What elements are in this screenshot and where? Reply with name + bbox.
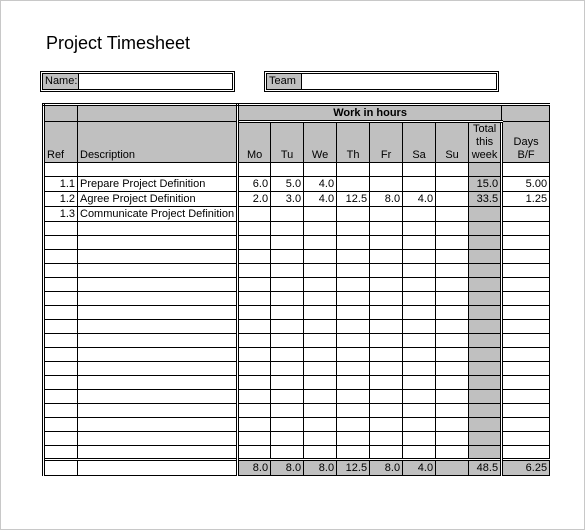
hours-cell[interactable] bbox=[403, 222, 436, 236]
hours-cell[interactable] bbox=[238, 446, 271, 460]
hours-cell[interactable] bbox=[436, 192, 469, 207]
hours-cell[interactable] bbox=[436, 163, 469, 177]
description-cell[interactable] bbox=[78, 390, 238, 404]
hours-cell[interactable] bbox=[271, 362, 304, 376]
hours-cell[interactable] bbox=[403, 418, 436, 432]
ref-cell[interactable] bbox=[44, 278, 78, 292]
hours-cell[interactable] bbox=[436, 432, 469, 446]
hours-cell[interactable] bbox=[271, 446, 304, 460]
hours-cell[interactable] bbox=[403, 236, 436, 250]
hours-cell[interactable] bbox=[337, 446, 370, 460]
ref-cell[interactable] bbox=[44, 362, 78, 376]
hours-cell[interactable] bbox=[304, 390, 337, 404]
hours-cell[interactable] bbox=[271, 306, 304, 320]
days-bf-cell[interactable] bbox=[502, 390, 550, 404]
hours-cell[interactable] bbox=[370, 250, 403, 264]
ref-cell[interactable] bbox=[44, 390, 78, 404]
hours-cell[interactable] bbox=[238, 334, 271, 348]
hours-cell[interactable] bbox=[337, 334, 370, 348]
hours-cell[interactable] bbox=[271, 278, 304, 292]
total-hours-cell: 8.0 bbox=[370, 460, 403, 476]
hours-cell[interactable] bbox=[403, 376, 436, 390]
total-cell bbox=[469, 390, 502, 404]
ref-cell[interactable]: 1.2 bbox=[44, 192, 78, 207]
hours-cell[interactable] bbox=[370, 376, 403, 390]
total-hours-cell bbox=[436, 460, 469, 476]
hours-cell[interactable] bbox=[271, 250, 304, 264]
page-title: Project Timesheet bbox=[46, 33, 191, 53]
table-row bbox=[44, 418, 550, 432]
hours-cell[interactable] bbox=[370, 236, 403, 250]
ref-cell[interactable] bbox=[44, 163, 78, 177]
hours-cell[interactable] bbox=[370, 306, 403, 320]
timesheet-grid bbox=[42, 103, 550, 476]
total-hours-cell: 12.5 bbox=[337, 460, 370, 476]
hours-cell[interactable] bbox=[304, 306, 337, 320]
days-bf-cell[interactable] bbox=[502, 334, 550, 348]
hours-cell[interactable] bbox=[304, 376, 337, 390]
hours-cell[interactable] bbox=[271, 390, 304, 404]
total-header-line: Total bbox=[472, 123, 497, 135]
hours-cell[interactable] bbox=[370, 163, 403, 177]
total-cell bbox=[469, 278, 502, 292]
table-row bbox=[44, 292, 550, 306]
hours-cell[interactable] bbox=[403, 432, 436, 446]
hours-cell[interactable] bbox=[238, 278, 271, 292]
hours-cell[interactable] bbox=[304, 446, 337, 460]
hours-cell[interactable] bbox=[271, 376, 304, 390]
hours-cell[interactable] bbox=[337, 418, 370, 432]
hours-cell[interactable] bbox=[436, 348, 469, 362]
hours-cell[interactable] bbox=[304, 320, 337, 334]
hours-cell[interactable] bbox=[271, 348, 304, 362]
hours-cell[interactable] bbox=[403, 348, 436, 362]
hours-cell[interactable] bbox=[337, 250, 370, 264]
days-bf-cell[interactable] bbox=[502, 207, 550, 222]
hours-cell[interactable] bbox=[337, 404, 370, 418]
hours-cell[interactable]: 5.0 bbox=[271, 177, 304, 192]
total-cell bbox=[469, 418, 502, 432]
days-bf-header-line: Days bbox=[513, 136, 539, 148]
table-row bbox=[44, 334, 550, 348]
description-cell[interactable] bbox=[78, 432, 238, 446]
hours-cell[interactable] bbox=[337, 177, 370, 192]
hours-cell[interactable] bbox=[337, 320, 370, 334]
description-cell[interactable] bbox=[78, 348, 238, 362]
table-row bbox=[44, 236, 550, 250]
hours-cell[interactable] bbox=[436, 177, 469, 192]
hours-cell[interactable] bbox=[436, 207, 469, 222]
days-bf-cell[interactable]: 1.25 bbox=[502, 192, 550, 207]
hours-cell[interactable] bbox=[370, 264, 403, 278]
description-cell[interactable]: Agree Project Definition bbox=[78, 192, 238, 207]
hours-cell[interactable] bbox=[271, 418, 304, 432]
days-bf-cell[interactable] bbox=[502, 236, 550, 250]
hours-cell[interactable] bbox=[271, 207, 304, 222]
total-cell: 15.0 bbox=[469, 177, 502, 192]
hours-cell[interactable] bbox=[403, 163, 436, 177]
total-cell bbox=[469, 404, 502, 418]
hours-cell[interactable] bbox=[271, 264, 304, 278]
ref-cell[interactable] bbox=[44, 334, 78, 348]
hours-cell[interactable] bbox=[403, 446, 436, 460]
name-input[interactable] bbox=[79, 74, 232, 89]
description-cell[interactable] bbox=[78, 236, 238, 250]
hours-cell[interactable] bbox=[403, 390, 436, 404]
hours-cell[interactable] bbox=[304, 348, 337, 362]
hours-cell[interactable] bbox=[436, 236, 469, 250]
team-label: Team bbox=[267, 74, 302, 89]
total-hours-cell: 8.0 bbox=[271, 460, 304, 476]
hours-cell[interactable]: 2.0 bbox=[238, 192, 271, 207]
ref-cell[interactable] bbox=[44, 236, 78, 250]
hours-cell[interactable] bbox=[304, 292, 337, 306]
days-bf-cell[interactable] bbox=[502, 163, 550, 177]
hours-cell[interactable]: 4.0 bbox=[304, 177, 337, 192]
header-cell bbox=[502, 105, 550, 122]
hours-cell[interactable] bbox=[370, 292, 403, 306]
days-bf-cell[interactable] bbox=[502, 376, 550, 390]
description-cell[interactable] bbox=[78, 292, 238, 306]
days-bf-cell[interactable] bbox=[502, 292, 550, 306]
header-cell bbox=[44, 105, 78, 122]
description-cell[interactable] bbox=[78, 264, 238, 278]
total-cell bbox=[469, 348, 502, 362]
hours-cell[interactable] bbox=[238, 348, 271, 362]
hours-cell[interactable] bbox=[337, 207, 370, 222]
hours-cell[interactable]: 4.0 bbox=[304, 192, 337, 207]
hours-cell[interactable] bbox=[238, 376, 271, 390]
table-row bbox=[44, 264, 550, 278]
table-row bbox=[44, 446, 550, 460]
totals-cell bbox=[78, 460, 238, 476]
total-hours-cell: 4.0 bbox=[403, 460, 436, 476]
days-bf-cell[interactable] bbox=[502, 348, 550, 362]
total-cell bbox=[469, 207, 502, 222]
hours-cell[interactable] bbox=[304, 236, 337, 250]
hours-cell[interactable] bbox=[337, 236, 370, 250]
table-row bbox=[44, 320, 550, 334]
table-row bbox=[44, 376, 550, 390]
description-cell[interactable] bbox=[78, 404, 238, 418]
description-cell[interactable] bbox=[78, 250, 238, 264]
hours-cell[interactable] bbox=[337, 390, 370, 404]
hours-cell[interactable] bbox=[304, 278, 337, 292]
hours-cell[interactable]: 4.0 bbox=[403, 192, 436, 207]
ref-cell[interactable] bbox=[44, 418, 78, 432]
ref-cell[interactable] bbox=[44, 432, 78, 446]
header-row bbox=[44, 122, 550, 163]
total-cell bbox=[469, 306, 502, 320]
hours-cell[interactable] bbox=[337, 376, 370, 390]
total-cell bbox=[469, 292, 502, 306]
totals-row bbox=[44, 460, 550, 476]
days-bf-cell[interactable] bbox=[502, 320, 550, 334]
total-cell bbox=[469, 250, 502, 264]
ref-cell[interactable]: 1.1 bbox=[44, 177, 78, 192]
days-bf-cell[interactable]: 5.00 bbox=[502, 177, 550, 192]
total-cell: 33.5 bbox=[469, 192, 502, 207]
hours-cell[interactable]: 12.5 bbox=[337, 192, 370, 207]
hours-cell[interactable] bbox=[337, 432, 370, 446]
table-row bbox=[44, 362, 550, 376]
total-days-bf-cell: 6.25 bbox=[502, 460, 550, 476]
days-bf-cell[interactable] bbox=[502, 446, 550, 460]
hours-cell[interactable] bbox=[403, 320, 436, 334]
days-bf-cell[interactable] bbox=[502, 362, 550, 376]
hours-cell[interactable] bbox=[238, 418, 271, 432]
ref-cell[interactable] bbox=[44, 376, 78, 390]
hours-cell[interactable] bbox=[370, 446, 403, 460]
hours-cell[interactable] bbox=[304, 250, 337, 264]
table-row bbox=[44, 207, 550, 222]
hours-cell[interactable] bbox=[337, 278, 370, 292]
hours-cell[interactable] bbox=[436, 250, 469, 264]
hours-cell[interactable] bbox=[337, 222, 370, 236]
hours-cell[interactable] bbox=[370, 404, 403, 418]
total-cell bbox=[469, 432, 502, 446]
hours-cell[interactable] bbox=[403, 362, 436, 376]
days-bf-cell[interactable] bbox=[502, 418, 550, 432]
hours-cell[interactable] bbox=[403, 250, 436, 264]
team-input[interactable] bbox=[302, 74, 496, 89]
hours-cell[interactable] bbox=[370, 418, 403, 432]
hours-cell[interactable] bbox=[403, 306, 436, 320]
day-header: Su bbox=[436, 122, 469, 163]
hours-cell[interactable] bbox=[337, 163, 370, 177]
description-cell[interactable] bbox=[78, 306, 238, 320]
hours-cell[interactable] bbox=[271, 163, 304, 177]
hours-cell[interactable] bbox=[337, 292, 370, 306]
hours-cell[interactable] bbox=[304, 163, 337, 177]
name-field bbox=[42, 73, 233, 90]
ref-cell[interactable] bbox=[44, 222, 78, 236]
day-header: Fr bbox=[370, 122, 403, 163]
total-cell bbox=[469, 376, 502, 390]
description-cell[interactable] bbox=[78, 320, 238, 334]
table-row bbox=[44, 163, 550, 177]
hours-cell[interactable] bbox=[436, 222, 469, 236]
hours-cell[interactable] bbox=[271, 334, 304, 348]
total-header-line: this bbox=[476, 136, 494, 148]
hours-cell[interactable] bbox=[436, 306, 469, 320]
day-header: Th bbox=[337, 122, 370, 163]
days-bf-cell[interactable] bbox=[502, 432, 550, 446]
days-bf-cell[interactable] bbox=[502, 404, 550, 418]
hours-cell[interactable]: 3.0 bbox=[271, 192, 304, 207]
hours-cell[interactable] bbox=[271, 320, 304, 334]
day-header: We bbox=[304, 122, 337, 163]
header-row-top bbox=[44, 105, 550, 122]
hours-cell[interactable] bbox=[403, 278, 436, 292]
days-bf-header bbox=[502, 122, 550, 163]
hours-cell[interactable] bbox=[370, 432, 403, 446]
table-row bbox=[44, 278, 550, 292]
ref-cell[interactable] bbox=[44, 320, 78, 334]
days-bf-cell[interactable] bbox=[502, 306, 550, 320]
hours-cell[interactable] bbox=[403, 334, 436, 348]
total-cell bbox=[469, 334, 502, 348]
hours-cell[interactable] bbox=[436, 404, 469, 418]
total-cell bbox=[469, 163, 502, 177]
description-cell[interactable]: Prepare Project Definition bbox=[78, 177, 238, 192]
hours-cell[interactable] bbox=[238, 390, 271, 404]
hours-cell[interactable] bbox=[436, 390, 469, 404]
hours-cell[interactable] bbox=[436, 418, 469, 432]
description-cell[interactable] bbox=[78, 418, 238, 432]
hours-cell[interactable] bbox=[238, 362, 271, 376]
ref-cell[interactable]: 1.3 bbox=[44, 207, 78, 222]
hours-cell[interactable] bbox=[271, 404, 304, 418]
hours-cell[interactable] bbox=[370, 390, 403, 404]
total-cell bbox=[469, 222, 502, 236]
days-bf-cell[interactable] bbox=[502, 278, 550, 292]
hours-cell[interactable] bbox=[403, 207, 436, 222]
hours-cell[interactable] bbox=[436, 376, 469, 390]
hours-cell[interactable] bbox=[238, 222, 271, 236]
days-bf-cell[interactable] bbox=[502, 222, 550, 236]
hours-cell[interactable] bbox=[304, 404, 337, 418]
hours-cell[interactable] bbox=[370, 207, 403, 222]
hours-cell[interactable] bbox=[271, 292, 304, 306]
hours-cell[interactable] bbox=[370, 334, 403, 348]
hours-cell[interactable] bbox=[436, 320, 469, 334]
description-cell[interactable] bbox=[78, 278, 238, 292]
hours-cell[interactable] bbox=[370, 362, 403, 376]
hours-cell[interactable] bbox=[238, 163, 271, 177]
total-cell bbox=[469, 264, 502, 278]
hours-cell[interactable] bbox=[238, 306, 271, 320]
hours-cell[interactable] bbox=[403, 404, 436, 418]
hours-cell[interactable] bbox=[403, 264, 436, 278]
ref-header: Ref bbox=[44, 122, 78, 163]
hours-cell[interactable] bbox=[337, 348, 370, 362]
description-cell[interactable]: Communicate Project Definition bbox=[78, 207, 238, 222]
description-cell[interactable] bbox=[78, 163, 238, 177]
day-header: Mo bbox=[238, 122, 271, 163]
ref-cell[interactable] bbox=[44, 348, 78, 362]
hours-cell[interactable] bbox=[436, 446, 469, 460]
total-cell bbox=[469, 320, 502, 334]
name-label: Name: bbox=[45, 75, 78, 87]
hours-cell[interactable] bbox=[304, 207, 337, 222]
hours-cell[interactable] bbox=[436, 278, 469, 292]
totals-cell bbox=[44, 460, 78, 476]
ref-cell[interactable] bbox=[44, 404, 78, 418]
description-cell[interactable] bbox=[78, 446, 238, 460]
header-cell bbox=[78, 105, 238, 122]
description-cell[interactable] bbox=[78, 222, 238, 236]
table-row bbox=[44, 222, 550, 236]
total-header-line: week bbox=[471, 149, 498, 161]
ref-cell[interactable] bbox=[44, 264, 78, 278]
hours-cell[interactable] bbox=[403, 292, 436, 306]
hours-cell[interactable] bbox=[238, 264, 271, 278]
hours-cell[interactable] bbox=[271, 236, 304, 250]
hours-cell[interactable] bbox=[304, 222, 337, 236]
hours-cell[interactable] bbox=[304, 264, 337, 278]
hours-cell[interactable] bbox=[337, 362, 370, 376]
hours-cell[interactable] bbox=[436, 292, 469, 306]
days-bf-cell[interactable] bbox=[502, 250, 550, 264]
hours-cell[interactable] bbox=[238, 292, 271, 306]
hours-cell[interactable] bbox=[271, 222, 304, 236]
total-cell bbox=[469, 362, 502, 376]
ref-cell[interactable] bbox=[44, 306, 78, 320]
hours-cell[interactable] bbox=[403, 177, 436, 192]
table-row bbox=[44, 250, 550, 264]
description-cell[interactable] bbox=[78, 362, 238, 376]
day-header: Tu bbox=[271, 122, 304, 163]
hours-cell[interactable] bbox=[337, 264, 370, 278]
hours-cell[interactable]: 8.0 bbox=[370, 192, 403, 207]
hours-cell[interactable] bbox=[370, 222, 403, 236]
table-row bbox=[44, 192, 550, 207]
hours-cell[interactable] bbox=[436, 264, 469, 278]
hours-cell[interactable] bbox=[370, 278, 403, 292]
hours-cell[interactable]: 6.0 bbox=[238, 177, 271, 192]
hours-cell[interactable] bbox=[436, 334, 469, 348]
hours-cell[interactable] bbox=[370, 348, 403, 362]
hours-cell[interactable] bbox=[238, 250, 271, 264]
table-row bbox=[44, 404, 550, 418]
hours-cell[interactable] bbox=[238, 432, 271, 446]
table-row bbox=[44, 348, 550, 362]
total-cell bbox=[469, 446, 502, 460]
team-field bbox=[266, 73, 497, 90]
hours-cell[interactable] bbox=[271, 432, 304, 446]
total-cell bbox=[469, 236, 502, 250]
hours-cell[interactable] bbox=[238, 207, 271, 222]
hours-cell[interactable] bbox=[304, 362, 337, 376]
ref-cell[interactable] bbox=[44, 250, 78, 264]
ref-cell[interactable] bbox=[44, 292, 78, 306]
hours-cell[interactable] bbox=[436, 362, 469, 376]
days-bf-header-line: B/F bbox=[517, 149, 535, 161]
days-bf-cell[interactable] bbox=[502, 264, 550, 278]
table-row bbox=[44, 306, 550, 320]
hours-cell[interactable] bbox=[238, 320, 271, 334]
description-cell[interactable] bbox=[78, 376, 238, 390]
hours-cell[interactable] bbox=[337, 306, 370, 320]
grand-total-cell: 48.5 bbox=[469, 460, 502, 476]
hours-cell[interactable] bbox=[238, 404, 271, 418]
table-row bbox=[44, 390, 550, 404]
hours-cell[interactable] bbox=[238, 236, 271, 250]
description-cell[interactable] bbox=[78, 334, 238, 348]
hours-cell[interactable] bbox=[304, 418, 337, 432]
total-hours-cell: 8.0 bbox=[304, 460, 337, 476]
table-row bbox=[44, 432, 550, 446]
hours-cell[interactable] bbox=[304, 432, 337, 446]
work-in-hours-header: Work in hours bbox=[238, 105, 502, 122]
day-header: Sa bbox=[403, 122, 436, 163]
hours-cell[interactable] bbox=[304, 334, 337, 348]
hours-cell[interactable] bbox=[370, 177, 403, 192]
total-header bbox=[469, 122, 502, 163]
table-row bbox=[44, 177, 550, 192]
hours-cell[interactable] bbox=[370, 320, 403, 334]
description-header: Description bbox=[78, 122, 238, 163]
total-hours-cell: 8.0 bbox=[238, 460, 271, 476]
ref-cell[interactable] bbox=[44, 446, 78, 460]
